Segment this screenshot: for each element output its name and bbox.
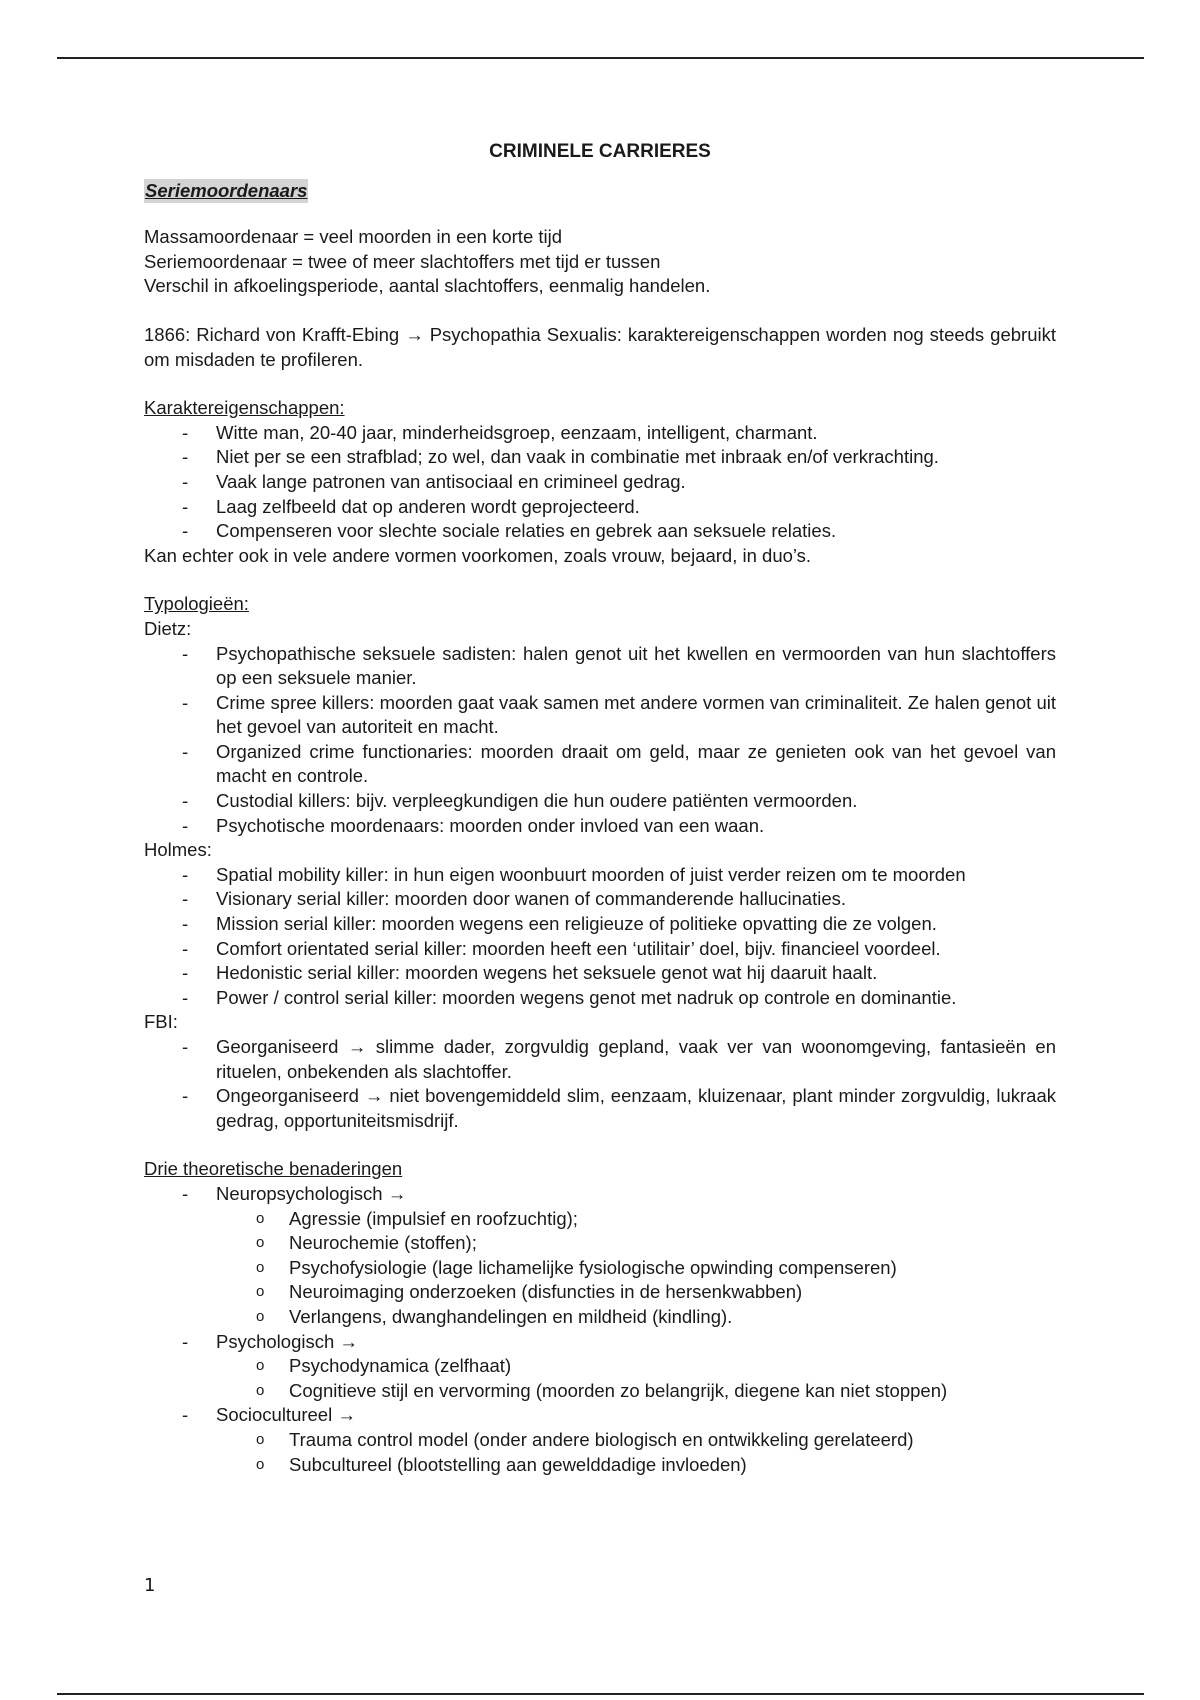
traits-heading: Karaktereigenschappen: — [144, 397, 345, 419]
list-item: - Ongeorganiseerd → niet bovengemiddeld slim, eenzaam, kluizenaar, plant minder zorgvuldig, lukraak gedrag, opportuniteitsmisdrijf. — [182, 1085, 1056, 1131]
list-item: - Visionary serial killer: moorden door wanen of commanderende hallucinaties. — [182, 888, 847, 910]
list-item: - Mission serial killer: moorden wegens een religieuze of politieke opvatting die ze volgen. — [182, 913, 937, 935]
list-item: - Neuropsychologisch → o Agressie (impulsief en roofzuchtig); o Neurochemie (stoffen); o Psychofysiologie (lage lichamelijke fysiologische opwinding compenseren) o Neuroimaging onderzoeken (disfuncties in de hersenkwabben) o Verlangens, dwanghandelingen en mildheid (kindling). — [144, 1182, 1056, 1330]
typologies-section — [144, 592, 1056, 1133]
footer-rule — [57, 1693, 1144, 1695]
typologies-heading: Typologieën: — [144, 593, 249, 615]
list-item: - Vaak lange patronen van antisociaal en crimineel gedrag. — [182, 470, 686, 492]
sub-list — [216, 1207, 1056, 1330]
section-title: Seriemoordenaars — [144, 179, 308, 204]
sub-list — [216, 1354, 1056, 1403]
definitions — [144, 225, 1056, 299]
theory-label: Psychologisch → — [216, 1330, 358, 1352]
list-item: - Witte man, 20-40 jaar, minderheidsgroep, eenzaam, intelligent, charmant. — [182, 421, 818, 443]
list-item: - Sociocultureel → o Trauma control model (onder andere biologisch en ontwikkeling gerelateerd) o Subcultureel (blootstelling aan gewelddadige invloeden) — [144, 1403, 1056, 1477]
sub-list-item: o Psychodynamica (zelfhaat) — [256, 1355, 512, 1377]
sub-list-item: o Trauma control model (onder andere biologisch en ontwikkeling gerelateerd) — [256, 1428, 914, 1450]
traits-list — [144, 421, 1056, 544]
list-item: - Custodial killers: bijv. verpleegkundigen die hun oudere patiënten vermoorden. — [182, 790, 858, 812]
list-item: - Spatial mobility killer: in hun eigen woonbuurt moorden of juist verder reizen om te moorden — [182, 863, 966, 885]
list-item: - Georganiseerd → slimme dader, zorgvuldig gepland, vaak ver van woonomgeving, fantasieën en rituelen, onbekenden als slachtoffer. — [182, 1036, 1056, 1082]
list-item: - Niet per se een strafblad; zo wel, dan vaak in combinatie met inbraak en/of verkrachting. — [182, 446, 939, 468]
dietz-list — [144, 642, 1056, 839]
holmes-label: Holmes: — [144, 839, 212, 861]
list-item: - Power / control serial killer: moorden wegens genot met nadruk op controle en dominantie. — [182, 986, 957, 1008]
list-item: - Crime spree killers: moorden gaat vaak samen met andere vormen van criminaliteit. Ze halen genot uit het gevoel van autoriteit en macht. — [182, 691, 1056, 738]
sub-list-item: o Cognitieve stijl en vervorming (moorden zo belangrijk, diegene kan niet stoppen) — [256, 1379, 948, 1401]
fbi-label: FBI: — [144, 1011, 178, 1033]
dietz-label: Dietz: — [144, 617, 192, 639]
list-item: - Psychologisch → o Psychodynamica (zelfhaat) o Cognitieve stijl en vervorming (moorden zo belangrijk, diegene kan niet stoppen) — [144, 1330, 1056, 1404]
list-item: - Organized crime functionaries: moorden draait om geld, maar ze genieten ook van het gevoel van macht en controle. — [182, 740, 1056, 787]
history-paragraph: 1866: Richard von Krafft-Ebing → Psychopathia Sexualis: karaktereigenschappen worden nog steeds gebruikt om misdaden te profileren. — [144, 323, 1056, 370]
theory-label: Neuropsychologisch → — [216, 1182, 407, 1204]
list-item: - Psychopathische seksuele sadisten: halen genot uit het kwellen en vermoorden van hun slachtoffers op een seksuele manier. — [182, 642, 1056, 689]
traits-note: Kan echter ook in vele andere vormen voorkomen, zoals vrouw, bejaard, in duo’s. — [144, 544, 812, 566]
list-item: - Psychotische moordenaars: moorden onder invloed van een waan. — [182, 814, 765, 836]
list-item: - Laag zelfbeeld dat op anderen wordt geprojecteerd. — [182, 495, 640, 517]
header-rule — [57, 57, 1144, 59]
definition-line: Seriemoordenaar = twee of meer slachtoffers met tijd er tussen — [144, 250, 661, 272]
sub-list-item: o Agressie (impulsief en roofzuchtig); — [256, 1207, 578, 1229]
theories-section — [144, 1157, 1056, 1477]
sub-list-item: o Subcultureel (blootstelling aan gewelddadige invloeden) — [256, 1453, 747, 1475]
theory-label: Sociocultureel → — [216, 1404, 356, 1426]
list-item: - Compenseren voor slechte sociale relaties en gebrek aan seksuele relaties. — [182, 520, 837, 542]
document-title: CRIMINELE CARRIERES — [489, 141, 711, 162]
page-number: 1 — [144, 1575, 156, 1596]
document-body — [144, 140, 1056, 1477]
list-item: - Comfort orientated serial killer: moorden heeft een ‘utilitair’ doel, bijv. financieel voordeel. — [182, 937, 941, 959]
sub-list-item: o Neuroimaging onderzoeken (disfuncties in de hersenkwabben) — [256, 1281, 803, 1303]
theories-list — [144, 1182, 1056, 1477]
list-item: - Hedonistic serial killer: moorden wegens het seksuele genot wat hij daaruit haalt. — [182, 962, 878, 984]
definition-line: Massamoordenaar = veel moorden in een korte tijd — [144, 226, 563, 248]
sub-list-item: o Psychofysiologie (lage lichamelijke fysiologische opwinding compenseren) — [256, 1256, 897, 1278]
definition-line: Verschil in afkoelingsperiode, aantal slachtoffers, eenmalig handelen. — [144, 275, 711, 297]
sub-list-item: o Neurochemie (stoffen); — [256, 1232, 477, 1254]
sub-list-item: o Verlangens, dwanghandelingen en mildheid (kindling). — [256, 1305, 733, 1327]
holmes-list — [144, 863, 1056, 1011]
theories-heading: Drie theoretische benaderingen — [144, 1158, 403, 1180]
traits-section — [144, 396, 1056, 568]
fbi-list — [144, 1035, 1056, 1133]
sub-list — [216, 1428, 1056, 1477]
